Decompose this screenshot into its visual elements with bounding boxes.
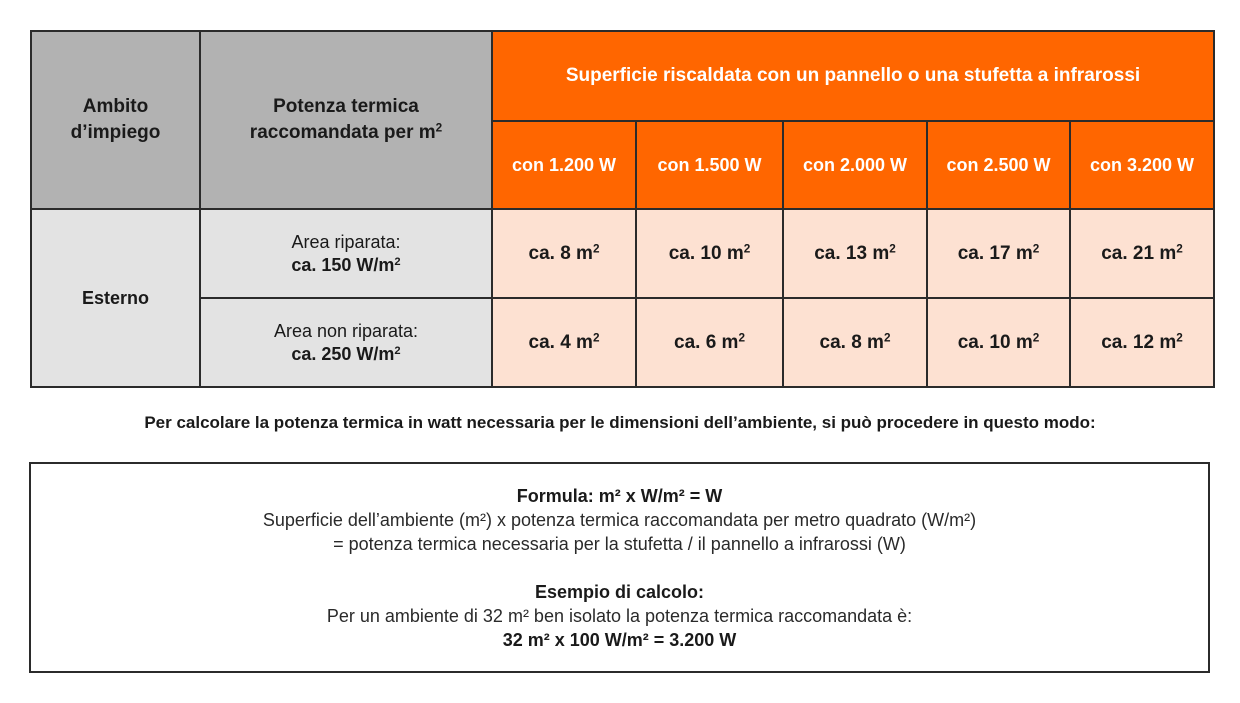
area-cell: ca. 12 $m^2$ (1070, 298, 1214, 387)
scope-header (31, 31, 200, 209)
table-row (31, 298, 1214, 387)
formula-box (29, 462, 1210, 673)
power-table (30, 30, 1215, 388)
intro-text: Per calcolare la potenza termica in watt necessaria per le dimensioni dell’ambiente, si può procedere in questo modo: (144, 413, 1096, 432)
scope-header-line1: Ambito (82, 96, 149, 117)
wattage-header: con 2.500 W (927, 121, 1070, 209)
area-label: Area riparata: (291, 231, 401, 252)
formula-title: Formula: m² x W/m² = W (516, 486, 723, 506)
area-cell: ca. 4 $m^2$ (492, 298, 636, 387)
example-title: Esempio di calcolo: (534, 582, 705, 602)
area-cell: ca. 6 $m^2$ (636, 298, 783, 387)
area-label: Area non riparata: (273, 320, 419, 341)
power-header-line1: Potenza termica (273, 96, 419, 117)
example-text: Per un ambiente di 32 m² ben isolato la potenza termica raccomandata è: (326, 606, 913, 626)
power-cell (200, 298, 492, 387)
formula-description-line1: Superficie dell’ambiente (m²) x potenza termica raccomandata per metro quadrato (W/m²) (262, 510, 977, 530)
area-cell: ca. 13 $m^2$ (783, 209, 927, 298)
wattage-header: con 1.500 W (636, 121, 783, 209)
scope-cell: Esterno (31, 209, 200, 387)
spacer (31, 556, 1208, 580)
power-value: ca. 150 $W/m^2$ (291, 254, 401, 275)
surface-group-header: Superficie riscaldata con un pannello o una stufetta a infrarossi (492, 31, 1214, 121)
power-cell (200, 209, 492, 298)
table-row (31, 209, 1214, 298)
area-cell: ca. 10 $m^2$ (927, 298, 1070, 387)
formula-description-line2: = potenza termica necessaria per la stufetta / il pannello a infrarossi (W) (333, 534, 906, 554)
area-cell: ca. 17 $m^2$ (927, 209, 1070, 298)
power-value: ca. 250 $W/m^2$ (291, 343, 401, 364)
area-cell: ca. 8 $m^2$ (492, 209, 636, 298)
wattage-header: con 2.000 W (783, 121, 927, 209)
power-header (200, 31, 492, 209)
area-cell: ca. 8 $m^2$ (783, 298, 927, 387)
wattage-header: con 3.200 W (1070, 121, 1214, 209)
area-cell: ca. 21 $m^2$ (1070, 209, 1214, 298)
area-cell: ca. 10 $m^2$ (636, 209, 783, 298)
wattage-header: con 1.200 W (492, 121, 636, 209)
power-header-line2: raccomandata per $m^2$ (249, 121, 443, 143)
example-result: 32 m² x 100 W/m² = 3.200 W (502, 630, 737, 650)
scope-header-line2: d’impiego (70, 122, 161, 143)
